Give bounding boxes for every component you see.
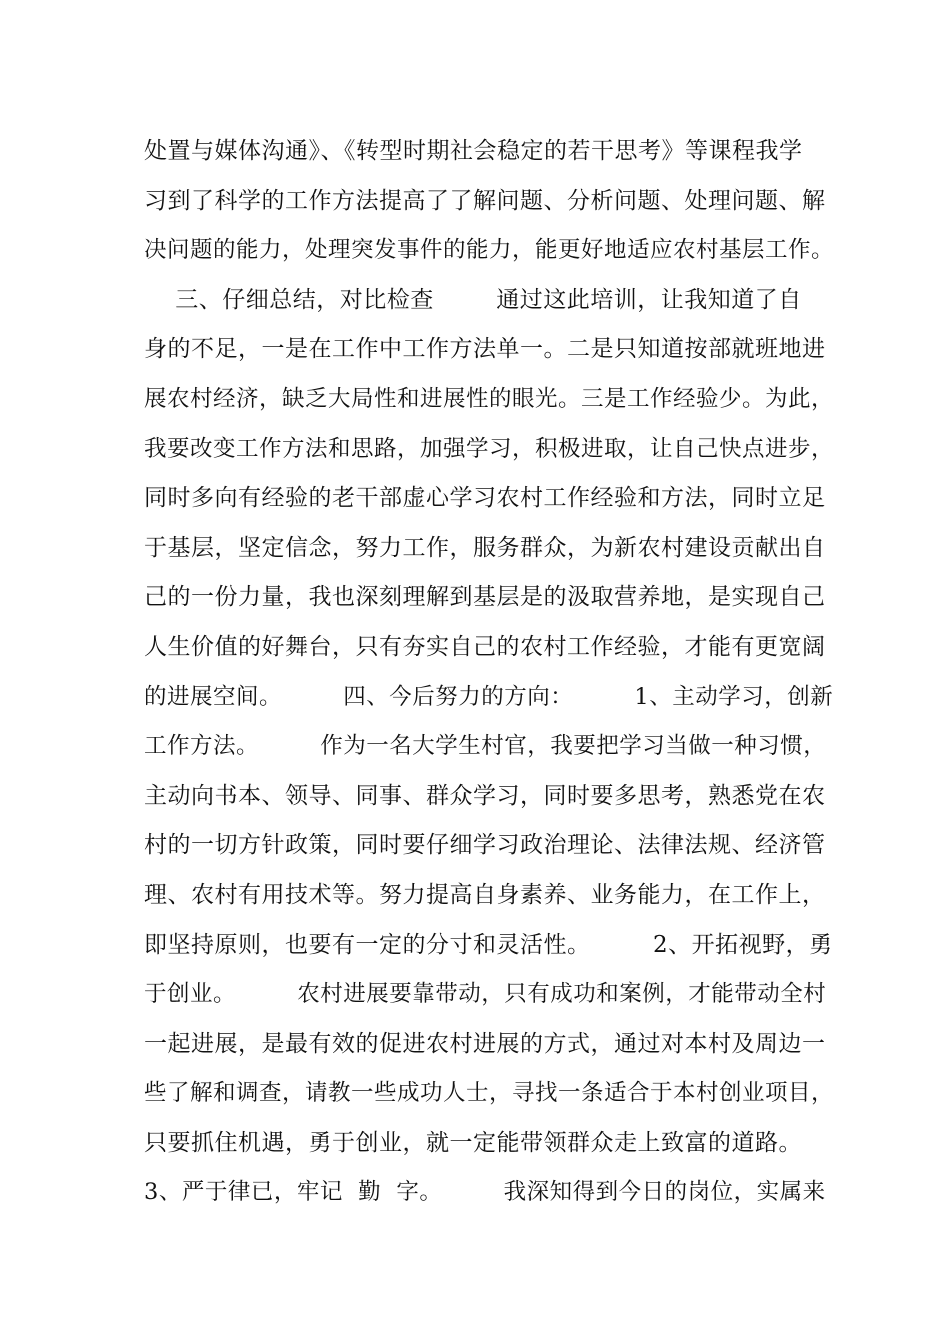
text-line: 工作方法。 作为一名大学生村官，我要把学习当做一种习惯， (144, 733, 827, 760)
text-line: 展农村经济，缺乏大局性和进展性的眼光。三是工作经验少。为此， (144, 385, 835, 412)
text-line: 村的一切方针政策，同时要仔细学习政治理论、法律法规、经济管 (144, 832, 826, 859)
text-line: 三、仔细总结，对比检查 通过这此培训，让我知道了自 (144, 286, 802, 313)
text-line: 于创业。 农村进展要靠带动，只有成功和案例，才能带动全村 (144, 981, 827, 1008)
text-line: 的进展空间。 四、今后努力的方向： 1、主动学习，创新 (144, 683, 834, 710)
text-line: 身的不足，一是在工作中工作方法单一。二是只知道按部就班地进 (144, 336, 826, 363)
text-line: 我要改变工作方法和思路，加强学习，积极进取，让自己快点进步， (144, 435, 835, 462)
text-line: 即坚持原则，也要有一定的分寸和灵活性。 2、开拓视野，勇 (144, 931, 833, 958)
text-line: 只要抓住机遇，勇于创业，就一定能带领群众走上致富的道路。 (144, 1129, 802, 1156)
body-text (144, 127, 834, 1218)
text-line: 习到了科学的工作方法提高了了解问题、分析问题、处理问题、解 (144, 187, 826, 214)
text-line: 主动向书本、领导、同事、群众学习，同时要多思考，熟悉党在农 (144, 782, 826, 809)
text-line: 一起进展，是最有效的促进农村进展的方式，通过对本村及周边一 (144, 1030, 826, 1057)
text-line: 决问题的能力，处理突发事件的能力，能更好地适应农村基层工作。 (144, 237, 835, 264)
text-line: 3、严于律已，牢记 勤 字。 我深知得到今日的岗位，实属来 (144, 1179, 826, 1206)
text-line: 己的一份力量，我也深刻理解到基层是的汲取营养地，是实现自己 (144, 584, 826, 611)
text-line: 理、农村有用技术等。努力提高自身素养、业务能力，在工作上， (144, 881, 826, 908)
text-line: 些了解和调查，请教一些成功人士，寻找一条适合于本村创业项目， (144, 1080, 835, 1107)
text-line: 人生价值的好舞台，只有夯实自己的农村工作经验，才能有更宽阔 (144, 633, 826, 660)
text-line: 同时多向有经验的老干部虚心学习农村工作经验和方法，同时立足 (144, 485, 826, 512)
text-line: 处置与媒体沟通》、《转型时期社会稳定的若干思考》等课程我学 (144, 138, 803, 164)
text-line: 于基层，坚定信念，努力工作，服务群众，为新农村建设贡献出自 (144, 534, 826, 561)
